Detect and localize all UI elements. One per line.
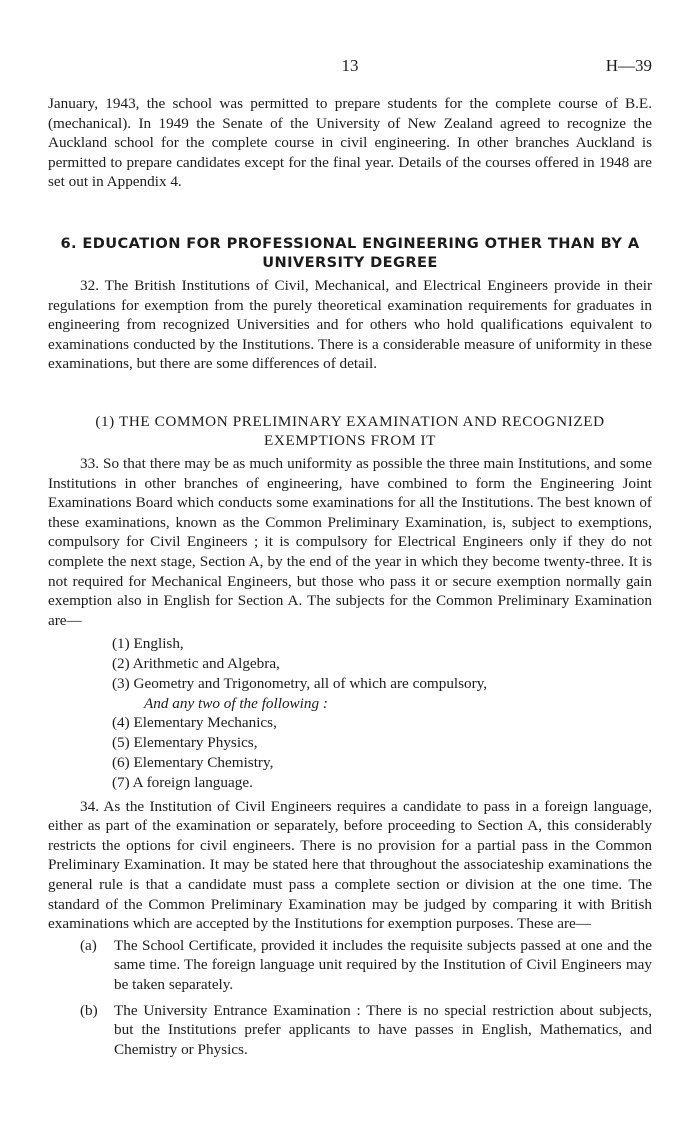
list-item: (1) English,	[112, 635, 184, 653]
list-item	[80, 1001, 652, 1060]
intro-paragraph: January, 1943, the school was permitted to prepare students for the complete course of B.E. (mechanical). In 1949 the Senate of the University of New Zealand agreed to recognize the Auckland school for the complete course in civil engineering. In other branches Auckland is permitted to prepare candidates except for the final year. Details of the courses offered in 1948 are set out in Appendix 4.	[48, 95, 652, 191]
item-text: The School Certificate, provided it includes the requisite subjects passed at one and the same time. The foreign language unit required by the Institution of Civil Engineers may be taken separately.	[114, 936, 652, 993]
paragraph-32: 32. The British Institutions of Civil, Mechanical, and Electrical Engineers provide in their regulations for exemption from the purely theoretical examination requirements for graduates in engineering from recognized Universities and for others who hold qualifications equivalent to examinations conducted by the Institutions. There is a considerable measure of uniformity in these examinations, but there are some differences of detail.	[48, 276, 652, 373]
list-item: (6) Elementary Chemistry,	[112, 754, 274, 772]
page-number: 13	[341, 56, 359, 75]
page-header	[48, 56, 652, 80]
list-item	[80, 936, 652, 995]
list-item: (2) Arithmetic and Algebra,	[112, 655, 280, 673]
subsection-heading: (1) THE COMMON PRELIMINARY EXAMINATION AND RECOGNIZED EXEMPTIONS FROM IT	[95, 412, 605, 449]
optional-note: And any two of the following :	[144, 694, 328, 712]
list-item: (5) Elementary Physics,	[112, 734, 258, 752]
paragraph-34: 34. As the Institution of Civil Engineers requires a candidate to pass in a foreign language, either as part of the examination or separately, before proceeding to Section A, this considerably restricts the options for civil engineers. There is no provision for a partial pass in the Common Preliminary Examination. It may be stated here that throughout the associateship examinations the general rule is that a candidate must pass a complete section or division at the one time. The standard of the Common Preliminary Examination may be judged by comparing it with British examinations which are accepted by the Institutions for exemption purposes. These are—	[48, 797, 652, 933]
list-item: (4) Elementary Mechanics,	[112, 714, 277, 732]
document-body	[48, 94, 652, 1065]
list-item: (3) Geometry and Trigonometry, all of which are compulsory,	[112, 674, 488, 692]
section-heading: 6. EDUCATION FOR PROFESSIONAL ENGINEERING OTHER THAN BY A UNIVERSITY DEGREE	[60, 234, 640, 271]
item-text: The University Entrance Examination : There is no special restriction about subjects, but the Institutions prefer applicants to have passes in English, Mathematics, and Chemistry or Physics.	[114, 1001, 652, 1058]
page-reference: H—39	[605, 56, 652, 75]
item-label: (a)	[80, 936, 97, 954]
subject-list	[112, 634, 652, 792]
paragraph-33: 33. So that there may be as much uniformity as possible the three main Institutions, and some Institutions in other branches of engineering, have combined to form the Engineering Joint Examinations Board which conducts some examinations for all the Institutions. The best known of these examinations, known as the Common Preliminary Examination, is, subject to exemptions, compulsory for Civil Engineers ; it is compulsory for Electrical Engineers only if they do not complete the next stage, Section A, by the end of the year in which they become twenty-three. It is not required for Mechanical Engineers, but those who pass it or secure exemption normally gain exemption also in English for Section A. The subjects for the Common Preliminary Examination are—	[48, 454, 652, 629]
list-item: (7) A foreign language.	[112, 773, 253, 791]
item-label: (b)	[80, 1001, 98, 1019]
exemption-list	[80, 936, 652, 1060]
